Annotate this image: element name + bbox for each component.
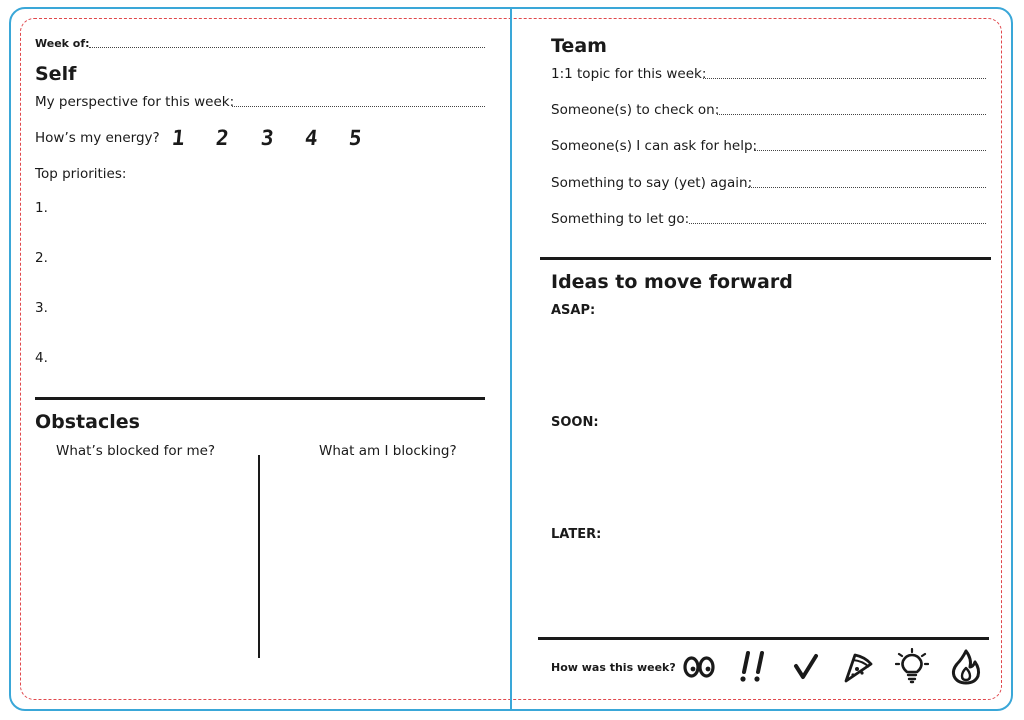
one-on-one-topic-label: 1:1 topic for this week:	[551, 66, 707, 82]
week-review-label: How was this week?	[551, 661, 676, 674]
priority-item-1[interactable]: 1.	[35, 200, 48, 216]
eyes-icon[interactable]	[682, 648, 716, 686]
energy-option-5[interactable]: 5	[347, 126, 363, 150]
ideas-heading: Ideas to move forward	[551, 271, 793, 293]
priority-item-2[interactable]: 2.	[35, 250, 48, 266]
section-divider	[35, 397, 485, 400]
energy-label: How’s my energy?	[35, 130, 160, 146]
let-go-label: Something to let go:	[551, 211, 690, 227]
energy-option-2[interactable]: 2	[214, 126, 230, 150]
energy-option-4[interactable]: 4	[303, 126, 319, 150]
blocked-for-me-label: What’s blocked for me?	[56, 443, 216, 459]
double-exclamation-icon[interactable]	[736, 648, 770, 686]
team-heading: Team	[551, 35, 607, 57]
check-on-label: Someone(s) to check on:	[551, 102, 720, 118]
ask-for-help-label: Someone(s) I can ask for help:	[551, 138, 758, 154]
fold-line	[510, 8, 512, 711]
say-again-field[interactable]	[748, 187, 986, 188]
priority-item-4[interactable]: 4.	[35, 350, 48, 366]
self-heading: Self	[35, 63, 77, 85]
let-go-field[interactable]	[689, 223, 986, 224]
obstacles-heading: Obstacles	[35, 411, 140, 433]
energy-option-3[interactable]: 3	[259, 126, 275, 150]
am-i-blocking-label: What am I blocking?	[319, 443, 457, 459]
section-divider	[538, 637, 989, 640]
perspective-label: My perspective for this week:	[35, 94, 235, 110]
priorities-label: Top priorities:	[35, 166, 127, 182]
energy-option-1[interactable]: 1	[170, 126, 186, 150]
checkmark-icon[interactable]	[789, 648, 823, 686]
perspective-field[interactable]	[232, 106, 485, 107]
asap-label: ASAP:	[551, 303, 596, 318]
week-of-label: Week of:	[35, 37, 90, 50]
soon-label: SOON:	[551, 415, 599, 430]
later-label: LATER:	[551, 527, 602, 542]
fire-icon[interactable]	[949, 648, 983, 686]
lightbulb-icon[interactable]	[895, 648, 929, 686]
say-again-label: Something to say (yet) again:	[551, 175, 753, 191]
ask-for-help-field[interactable]	[754, 150, 986, 151]
section-divider	[540, 257, 991, 260]
week-of-field[interactable]	[89, 47, 485, 48]
one-on-one-topic-field[interactable]	[703, 78, 986, 79]
priority-item-3[interactable]: 3.	[35, 300, 48, 316]
check-on-field[interactable]	[717, 114, 986, 115]
pizza-icon[interactable]	[841, 648, 875, 686]
column-divider	[258, 455, 260, 658]
